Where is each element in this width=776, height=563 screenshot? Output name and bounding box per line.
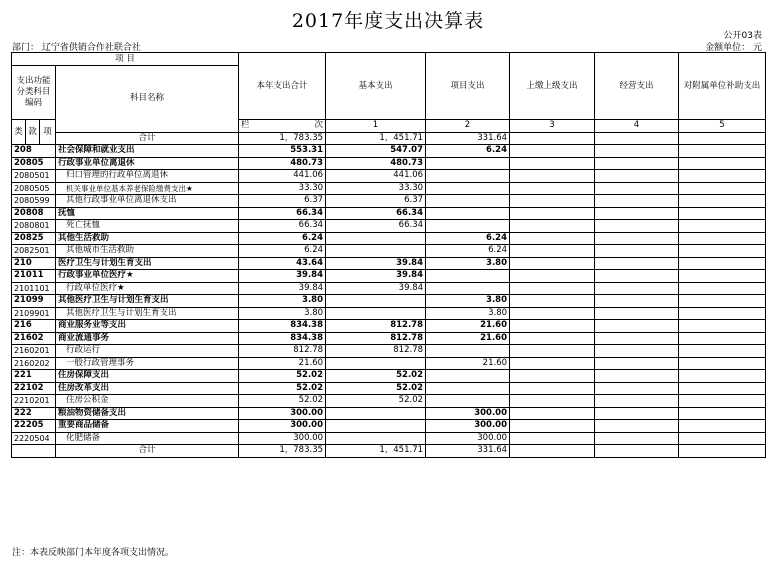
amount-cell: 6.24 [239, 245, 326, 258]
total-value [595, 132, 679, 145]
table-row [12, 370, 766, 383]
amount-cell [679, 382, 766, 395]
table-row [12, 357, 766, 370]
total-value: 1，783.35 [239, 445, 326, 458]
amount-cell [595, 395, 679, 408]
amount-cell: 300.00 [426, 407, 510, 420]
amount-cell: 39.84 [239, 282, 326, 295]
header-lei: 类 [12, 120, 26, 145]
column-header: 项目支出 [426, 53, 510, 120]
total-label: 合计 [56, 445, 239, 458]
amount-cell [426, 270, 510, 283]
amount-cell: 33.30 [239, 182, 326, 195]
table-row [12, 245, 766, 258]
total-value: 1，451.71 [326, 132, 426, 145]
subject-name: 行政事业单位离退休 [56, 157, 239, 170]
total-value [679, 132, 766, 145]
amount-cell [510, 345, 595, 358]
amount-cell [510, 157, 595, 170]
table-row [12, 232, 766, 245]
form-code: 公开03表 [723, 31, 762, 41]
column-number: 3 [510, 120, 595, 133]
table-row [12, 157, 766, 170]
subject-name: 医疗卫生与计划生育支出 [56, 257, 239, 270]
amount-cell [510, 195, 595, 208]
table-row [12, 145, 766, 158]
subject-code: 2109901 [12, 307, 56, 320]
column-header: 经营支出 [595, 53, 679, 120]
amount-cell [510, 170, 595, 183]
subject-code: 20808 [12, 207, 56, 220]
table-row [12, 420, 766, 433]
total-value [510, 132, 595, 145]
column-number: 5 [679, 120, 766, 133]
amount-cell [326, 245, 426, 258]
amount-cell [510, 320, 595, 333]
subject-code: 21011 [12, 270, 56, 283]
amount-cell [595, 332, 679, 345]
amount-cell: 21.60 [426, 332, 510, 345]
subject-name: 商业流通事务 [56, 332, 239, 345]
table-row [12, 170, 766, 183]
subject-code: 216 [12, 320, 56, 333]
amount-cell: 52.02 [239, 370, 326, 383]
table-row [12, 320, 766, 333]
amount-cell: 52.02 [239, 382, 326, 395]
amount-cell [510, 382, 595, 395]
amount-cell [679, 282, 766, 295]
amount-cell [595, 182, 679, 195]
table-row [12, 382, 766, 395]
subject-code: 21099 [12, 295, 56, 308]
subject-code: 2080599 [12, 195, 56, 208]
total-row-bottom [12, 445, 766, 458]
page-title: 2017年度支出决算表 [291, 10, 485, 32]
table-row [12, 220, 766, 233]
subject-code: 2160202 [12, 357, 56, 370]
amount-cell: 39.84 [326, 282, 426, 295]
amount-cell: 52.02 [326, 395, 426, 408]
subject-name: 住房公积金 [56, 395, 239, 408]
table-row [12, 282, 766, 295]
subject-code: 2080801 [12, 220, 56, 233]
amount-cell: 300.00 [426, 432, 510, 445]
label-lan: 栏 [241, 120, 250, 131]
unit-label: 金额单位： 元 [705, 43, 762, 53]
amount-cell [679, 420, 766, 433]
amount-cell [326, 407, 426, 420]
amount-cell [510, 232, 595, 245]
subject-code: 210 [12, 257, 56, 270]
column-number-label-cell [239, 120, 326, 133]
department-label: 部门： 辽宁省供销合作社联合社 [12, 43, 141, 53]
amount-cell [595, 357, 679, 370]
table-row [12, 207, 766, 220]
amount-cell: 834.38 [239, 320, 326, 333]
table-row [12, 270, 766, 283]
amount-cell [679, 332, 766, 345]
amount-cell [510, 270, 595, 283]
subject-name: 其他城市生活救助 [56, 245, 239, 258]
header-xiang: 项 [40, 120, 56, 145]
amount-cell: 812.78 [326, 332, 426, 345]
subject-code: 22102 [12, 382, 56, 395]
total-value: 1，783.35 [239, 132, 326, 145]
amount-cell: 300.00 [239, 420, 326, 433]
amount-cell: 52.02 [326, 370, 426, 383]
amount-cell: 6.24 [239, 232, 326, 245]
amount-cell: 66.34 [326, 220, 426, 233]
amount-cell [510, 395, 595, 408]
amount-cell [510, 220, 595, 233]
amount-cell [679, 257, 766, 270]
amount-cell [326, 357, 426, 370]
amount-cell [510, 407, 595, 420]
amount-cell: 3.80 [426, 295, 510, 308]
amount-cell: 6.37 [239, 195, 326, 208]
amount-cell [510, 182, 595, 195]
column-header: 本年支出合计 [239, 53, 326, 120]
table-row [12, 332, 766, 345]
amount-cell: 66.34 [239, 220, 326, 233]
header-subject-name: 科目名称 [56, 66, 239, 133]
amount-cell: 43.64 [239, 257, 326, 270]
amount-cell: 480.73 [326, 157, 426, 170]
amount-cell [510, 332, 595, 345]
amount-cell [679, 295, 766, 308]
subject-name: 死亡抚恤 [56, 220, 239, 233]
subject-code: 2080501 [12, 170, 56, 183]
subject-code: 20825 [12, 232, 56, 245]
total-value [510, 445, 595, 458]
header-xiangmu: 项 目 [12, 53, 239, 66]
amount-cell [679, 195, 766, 208]
amount-cell [510, 420, 595, 433]
amount-cell [595, 170, 679, 183]
amount-cell: 300.00 [426, 420, 510, 433]
subject-code: 222 [12, 407, 56, 420]
subject-code: 2220504 [12, 432, 56, 445]
table-row [12, 432, 766, 445]
subject-code: 2080505 [12, 182, 56, 195]
subject-code: 2101101 [12, 282, 56, 295]
amount-cell: 441.06 [239, 170, 326, 183]
amount-cell [426, 157, 510, 170]
amount-cell [426, 382, 510, 395]
amount-cell: 21.60 [426, 320, 510, 333]
subject-name: 行政单位医疗★ [56, 282, 239, 295]
amount-cell [595, 207, 679, 220]
amount-cell [595, 345, 679, 358]
amount-cell [510, 207, 595, 220]
column-number: 2 [426, 120, 510, 133]
amount-cell [595, 370, 679, 383]
amount-cell [679, 320, 766, 333]
amount-cell [510, 370, 595, 383]
amount-cell [510, 282, 595, 295]
subject-name: 社会保障和就业支出 [56, 145, 239, 158]
column-number: 1 [326, 120, 426, 133]
amount-cell [595, 232, 679, 245]
table-row [12, 307, 766, 320]
subject-name: 其他医疗卫生与计划生育支出 [56, 307, 239, 320]
table-row [12, 257, 766, 270]
amount-cell [510, 307, 595, 320]
table-row [12, 407, 766, 420]
amount-cell [595, 382, 679, 395]
subject-name: 住房改革支出 [56, 382, 239, 395]
column-number: 4 [595, 120, 679, 133]
subject-code: 2210201 [12, 395, 56, 408]
amount-cell: 6.24 [426, 232, 510, 245]
expenditure-table [11, 52, 766, 458]
amount-cell [510, 295, 595, 308]
subject-code: 2082501 [12, 245, 56, 258]
subject-name: 行政事业单位医疗★ [56, 270, 239, 283]
amount-cell: 3.80 [426, 307, 510, 320]
amount-cell: 66.34 [326, 207, 426, 220]
total-value: 1，451.71 [326, 445, 426, 458]
subject-code: 21602 [12, 332, 56, 345]
amount-cell: 52.02 [326, 382, 426, 395]
amount-cell: 480.73 [239, 157, 326, 170]
amount-cell [426, 195, 510, 208]
amount-cell: 6.37 [326, 195, 426, 208]
amount-cell: 3.80 [239, 295, 326, 308]
amount-cell: 39.84 [239, 270, 326, 283]
total-spacer [12, 445, 56, 458]
amount-cell [510, 432, 595, 445]
amount-cell [595, 407, 679, 420]
amount-cell [326, 432, 426, 445]
amount-cell: 812.78 [326, 345, 426, 358]
amount-cell [679, 245, 766, 258]
subject-name: 住房保障支出 [56, 370, 239, 383]
subject-code: 2160201 [12, 345, 56, 358]
amount-cell [679, 170, 766, 183]
amount-cell [326, 232, 426, 245]
amount-cell: 3.80 [239, 307, 326, 320]
table-row [12, 395, 766, 408]
amount-cell: 21.60 [239, 357, 326, 370]
amount-cell [679, 357, 766, 370]
amount-cell [426, 182, 510, 195]
total-value: 331.64 [426, 445, 510, 458]
amount-cell [595, 295, 679, 308]
amount-cell: 300.00 [239, 432, 326, 445]
table-row [12, 182, 766, 195]
subject-name: 重要商品储备 [56, 420, 239, 433]
label-ci: 次 [314, 120, 324, 131]
amount-cell [426, 207, 510, 220]
subject-code: 20805 [12, 157, 56, 170]
subject-code: 22205 [12, 420, 56, 433]
amount-cell [679, 345, 766, 358]
table-row [12, 295, 766, 308]
subject-code: 208 [12, 145, 56, 158]
subject-name: 粮油物资储备支出 [56, 407, 239, 420]
amount-cell [679, 232, 766, 245]
header-kuan: 款 [26, 120, 40, 145]
subject-name: 机关事业单位基本养老保险缴费支出★ [56, 182, 239, 195]
amount-cell: 547.07 [326, 145, 426, 158]
amount-cell [679, 307, 766, 320]
amount-cell: 66.34 [239, 207, 326, 220]
amount-cell: 6.24 [426, 245, 510, 258]
column-header: 基本支出 [326, 53, 426, 120]
amount-cell [595, 420, 679, 433]
amount-cell [326, 295, 426, 308]
amount-cell: 6.24 [426, 145, 510, 158]
amount-cell [595, 145, 679, 158]
table-row [12, 195, 766, 208]
amount-cell [595, 157, 679, 170]
amount-cell [426, 170, 510, 183]
amount-cell: 39.84 [326, 270, 426, 283]
amount-cell [595, 245, 679, 258]
amount-cell: 300.00 [239, 407, 326, 420]
subject-code: 221 [12, 370, 56, 383]
amount-cell: 812.78 [239, 345, 326, 358]
amount-cell [595, 307, 679, 320]
amount-cell [326, 420, 426, 433]
amount-cell [510, 257, 595, 270]
subject-name: 归口管理的行政单位离退休 [56, 170, 239, 183]
amount-cell [510, 245, 595, 258]
amount-cell [679, 207, 766, 220]
amount-cell: 553.31 [239, 145, 326, 158]
total-value [595, 445, 679, 458]
column-header: 对附属单位补助支出 [679, 53, 766, 120]
amount-cell [510, 357, 595, 370]
amount-cell [595, 432, 679, 445]
amount-cell [679, 407, 766, 420]
amount-cell [426, 220, 510, 233]
total-label: 合计 [56, 132, 239, 145]
total-value [679, 445, 766, 458]
table-row [12, 345, 766, 358]
amount-cell: 21.60 [426, 357, 510, 370]
amount-cell: 33.30 [326, 182, 426, 195]
amount-cell: 52.02 [239, 395, 326, 408]
amount-cell [595, 257, 679, 270]
amount-cell [426, 345, 510, 358]
amount-cell [679, 220, 766, 233]
amount-cell [595, 220, 679, 233]
amount-cell [595, 270, 679, 283]
subject-name: 化肥储备 [56, 432, 239, 445]
amount-cell [679, 182, 766, 195]
header-func-code: 支出功能分类科目编码 [12, 66, 56, 120]
total-row-top [12, 132, 766, 145]
amount-cell: 834.38 [239, 332, 326, 345]
subject-name: 商业服务业等支出 [56, 320, 239, 333]
amount-cell: 812.78 [326, 320, 426, 333]
amount-cell [595, 282, 679, 295]
subject-name: 一般行政管理事务 [56, 357, 239, 370]
amount-cell [679, 270, 766, 283]
subject-name: 其他医疗卫生与计划生育支出 [56, 295, 239, 308]
total-value: 331.64 [426, 132, 510, 145]
amount-cell: 39.84 [326, 257, 426, 270]
amount-cell [679, 432, 766, 445]
column-header: 上缴上级支出 [510, 53, 595, 120]
amount-cell [679, 157, 766, 170]
amount-cell: 3.80 [426, 257, 510, 270]
amount-cell [510, 145, 595, 158]
subject-name: 其他行政事业单位离退休支出 [56, 195, 239, 208]
subject-name: 其他生活救助 [56, 232, 239, 245]
amount-cell [679, 395, 766, 408]
amount-cell [679, 370, 766, 383]
amount-cell [679, 145, 766, 158]
footnote: 注：本表反映部门本年度各项支出情况。 [12, 548, 175, 558]
amount-cell: 441.06 [326, 170, 426, 183]
subject-name: 行政运行 [56, 345, 239, 358]
subject-name: 抚恤 [56, 207, 239, 220]
amount-cell [326, 307, 426, 320]
amount-cell [595, 195, 679, 208]
amount-cell [595, 320, 679, 333]
amount-cell [426, 370, 510, 383]
amount-cell [426, 395, 510, 408]
amount-cell [426, 282, 510, 295]
